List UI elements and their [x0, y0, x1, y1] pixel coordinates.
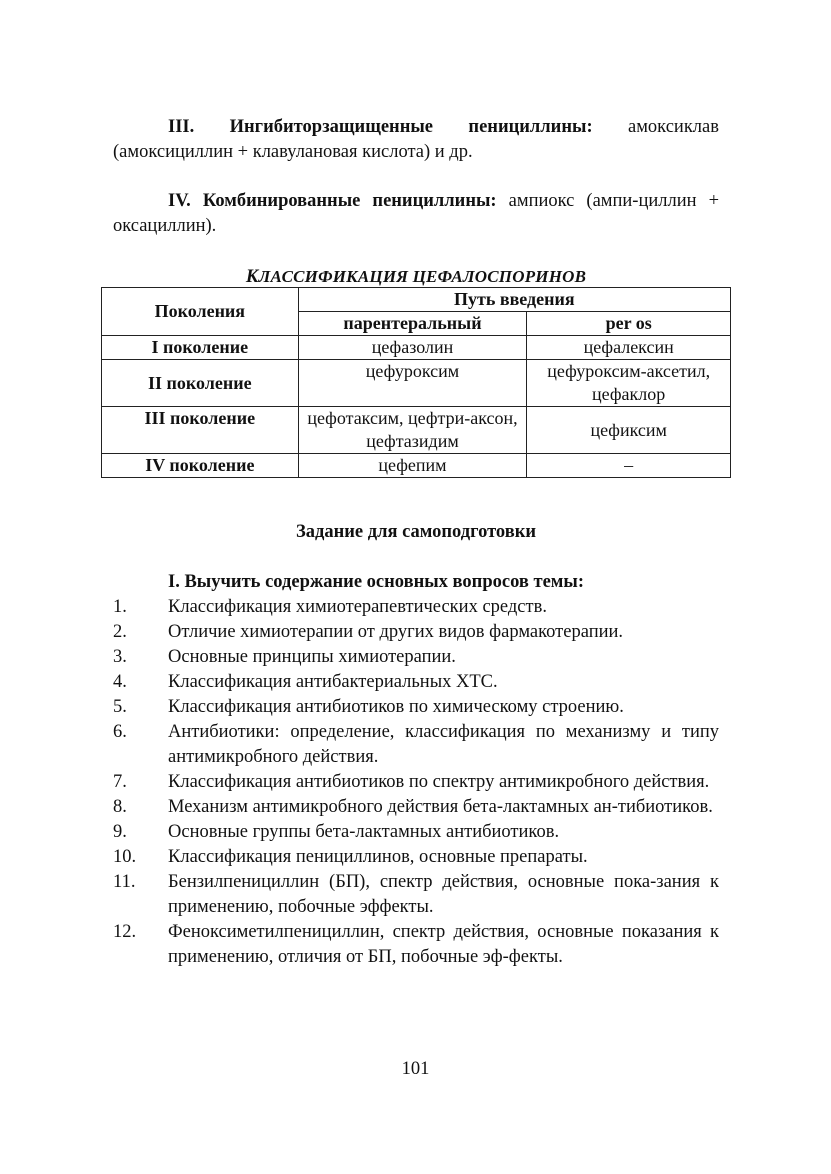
table-row: [102, 407, 731, 454]
item-text: Отличие химиотерапии от других видов фармакотерапии.: [168, 622, 624, 642]
item-number: 11.: [113, 872, 136, 892]
parenteral-cell: цефуроксим: [298, 360, 527, 407]
list-item: [113, 595, 719, 620]
item-text: Основные принципы химиотерапии.: [168, 647, 456, 667]
list-item: [113, 670, 719, 695]
generation-cell: IV поколение: [102, 454, 299, 478]
list-item: [113, 720, 719, 770]
item-number: 3.: [113, 647, 127, 667]
oral-cell: цефуроксим-аксетил, цефаклор: [527, 360, 731, 407]
item-text: Основные группы бета-лактамных антибиотиков.: [168, 822, 560, 842]
paragraph-heading: IV. Комбинированные пенициллины:: [168, 191, 497, 211]
list-heading: I. Выучить содержание основных вопросов темы:: [168, 572, 584, 592]
generation-cell: I поколение: [102, 336, 299, 360]
oral-cell: цефалексин: [527, 336, 731, 360]
page-number: 101: [401, 1059, 430, 1079]
item-text: Классификация антибактериальных ХТС.: [168, 672, 498, 692]
item-number: 1.: [113, 597, 127, 617]
table-row: [102, 360, 731, 407]
parenteral-cell: цефазолин: [298, 336, 527, 360]
table-caption: КЛАССИФИКАЦИЯ ЦЕФАЛОСПОРИНОВ: [245, 267, 587, 287]
item-text: Классификация антибиотиков по спектру антимикробного действия.: [168, 772, 710, 792]
list-item: [113, 820, 719, 845]
item-number: 5.: [113, 697, 127, 717]
item-number: 4.: [113, 672, 127, 692]
list-item: [113, 870, 719, 920]
parenteral-cell: цефепим: [298, 454, 527, 478]
section-title: Задание для самоподготовки: [295, 522, 537, 542]
item-number: 8.: [113, 797, 127, 817]
item-text: Механизм антимикробного действия бета-лактамных ан-тибиотиков.: [168, 797, 713, 817]
header-oral: per os: [527, 312, 731, 336]
item-number: 7.: [113, 772, 127, 792]
item-number: 9.: [113, 822, 127, 842]
item-text: Классификация антибиотиков по химическому строению.: [168, 697, 624, 717]
list-item: [113, 620, 719, 645]
item-number: 6.: [113, 722, 127, 742]
header-generation: Поколения: [102, 288, 299, 336]
paragraph-text: амоксиклав (амоксициллин + клавулановая кислота) и др.: [113, 117, 719, 162]
generation-cell: III поколение: [102, 407, 299, 454]
task-list: [113, 595, 719, 970]
item-text: Классификация пенициллинов, основные препараты.: [168, 847, 588, 867]
parenteral-cell: цефотаксим, цефтри-аксон, цефтазидим: [298, 407, 527, 454]
cephalosporin-classification-table: [101, 287, 731, 478]
list-item: [113, 695, 719, 720]
item-number: 10.: [113, 847, 137, 867]
paragraph-text: ампиокс (ампи-циллин + оксациллин).: [113, 191, 719, 236]
generation-cell: II поколение: [102, 360, 299, 407]
list-item: [113, 795, 719, 820]
paragraph-inhibitor-protected-penicillins: [113, 115, 719, 165]
list-item: [113, 920, 719, 970]
list-item: [113, 770, 719, 795]
item-number: 12.: [113, 922, 137, 942]
item-text: Феноксиметилпенициллин, спектр действия, основные показания к применению, отличия от БП, побочные эф-фекты.: [168, 922, 719, 967]
list-item: [113, 645, 719, 670]
header-parenteral: парентеральный: [298, 312, 527, 336]
oral-cell: цефиксим: [527, 407, 731, 454]
table-row: [102, 336, 731, 360]
table-row: [102, 454, 731, 478]
paragraph-combined-penicillins: [113, 189, 719, 239]
header-route: Путь введения: [298, 288, 730, 312]
item-text: Антибиотики: определение, классификация по механизму и типу антимикробного действия.: [168, 722, 719, 767]
item-text: Бензилпенициллин (БП), спектр действия, основные пока-зания к применению, побочные эффекты.: [168, 872, 719, 917]
item-number: 2.: [113, 622, 127, 642]
oral-cell: –: [527, 454, 731, 478]
item-text: Классификация химиотерапевтических средств.: [168, 597, 547, 617]
table-header-row: [102, 288, 731, 312]
list-item: [113, 845, 719, 870]
paragraph-heading: III. Ингибиторзащищенные пенициллины:: [168, 117, 593, 137]
